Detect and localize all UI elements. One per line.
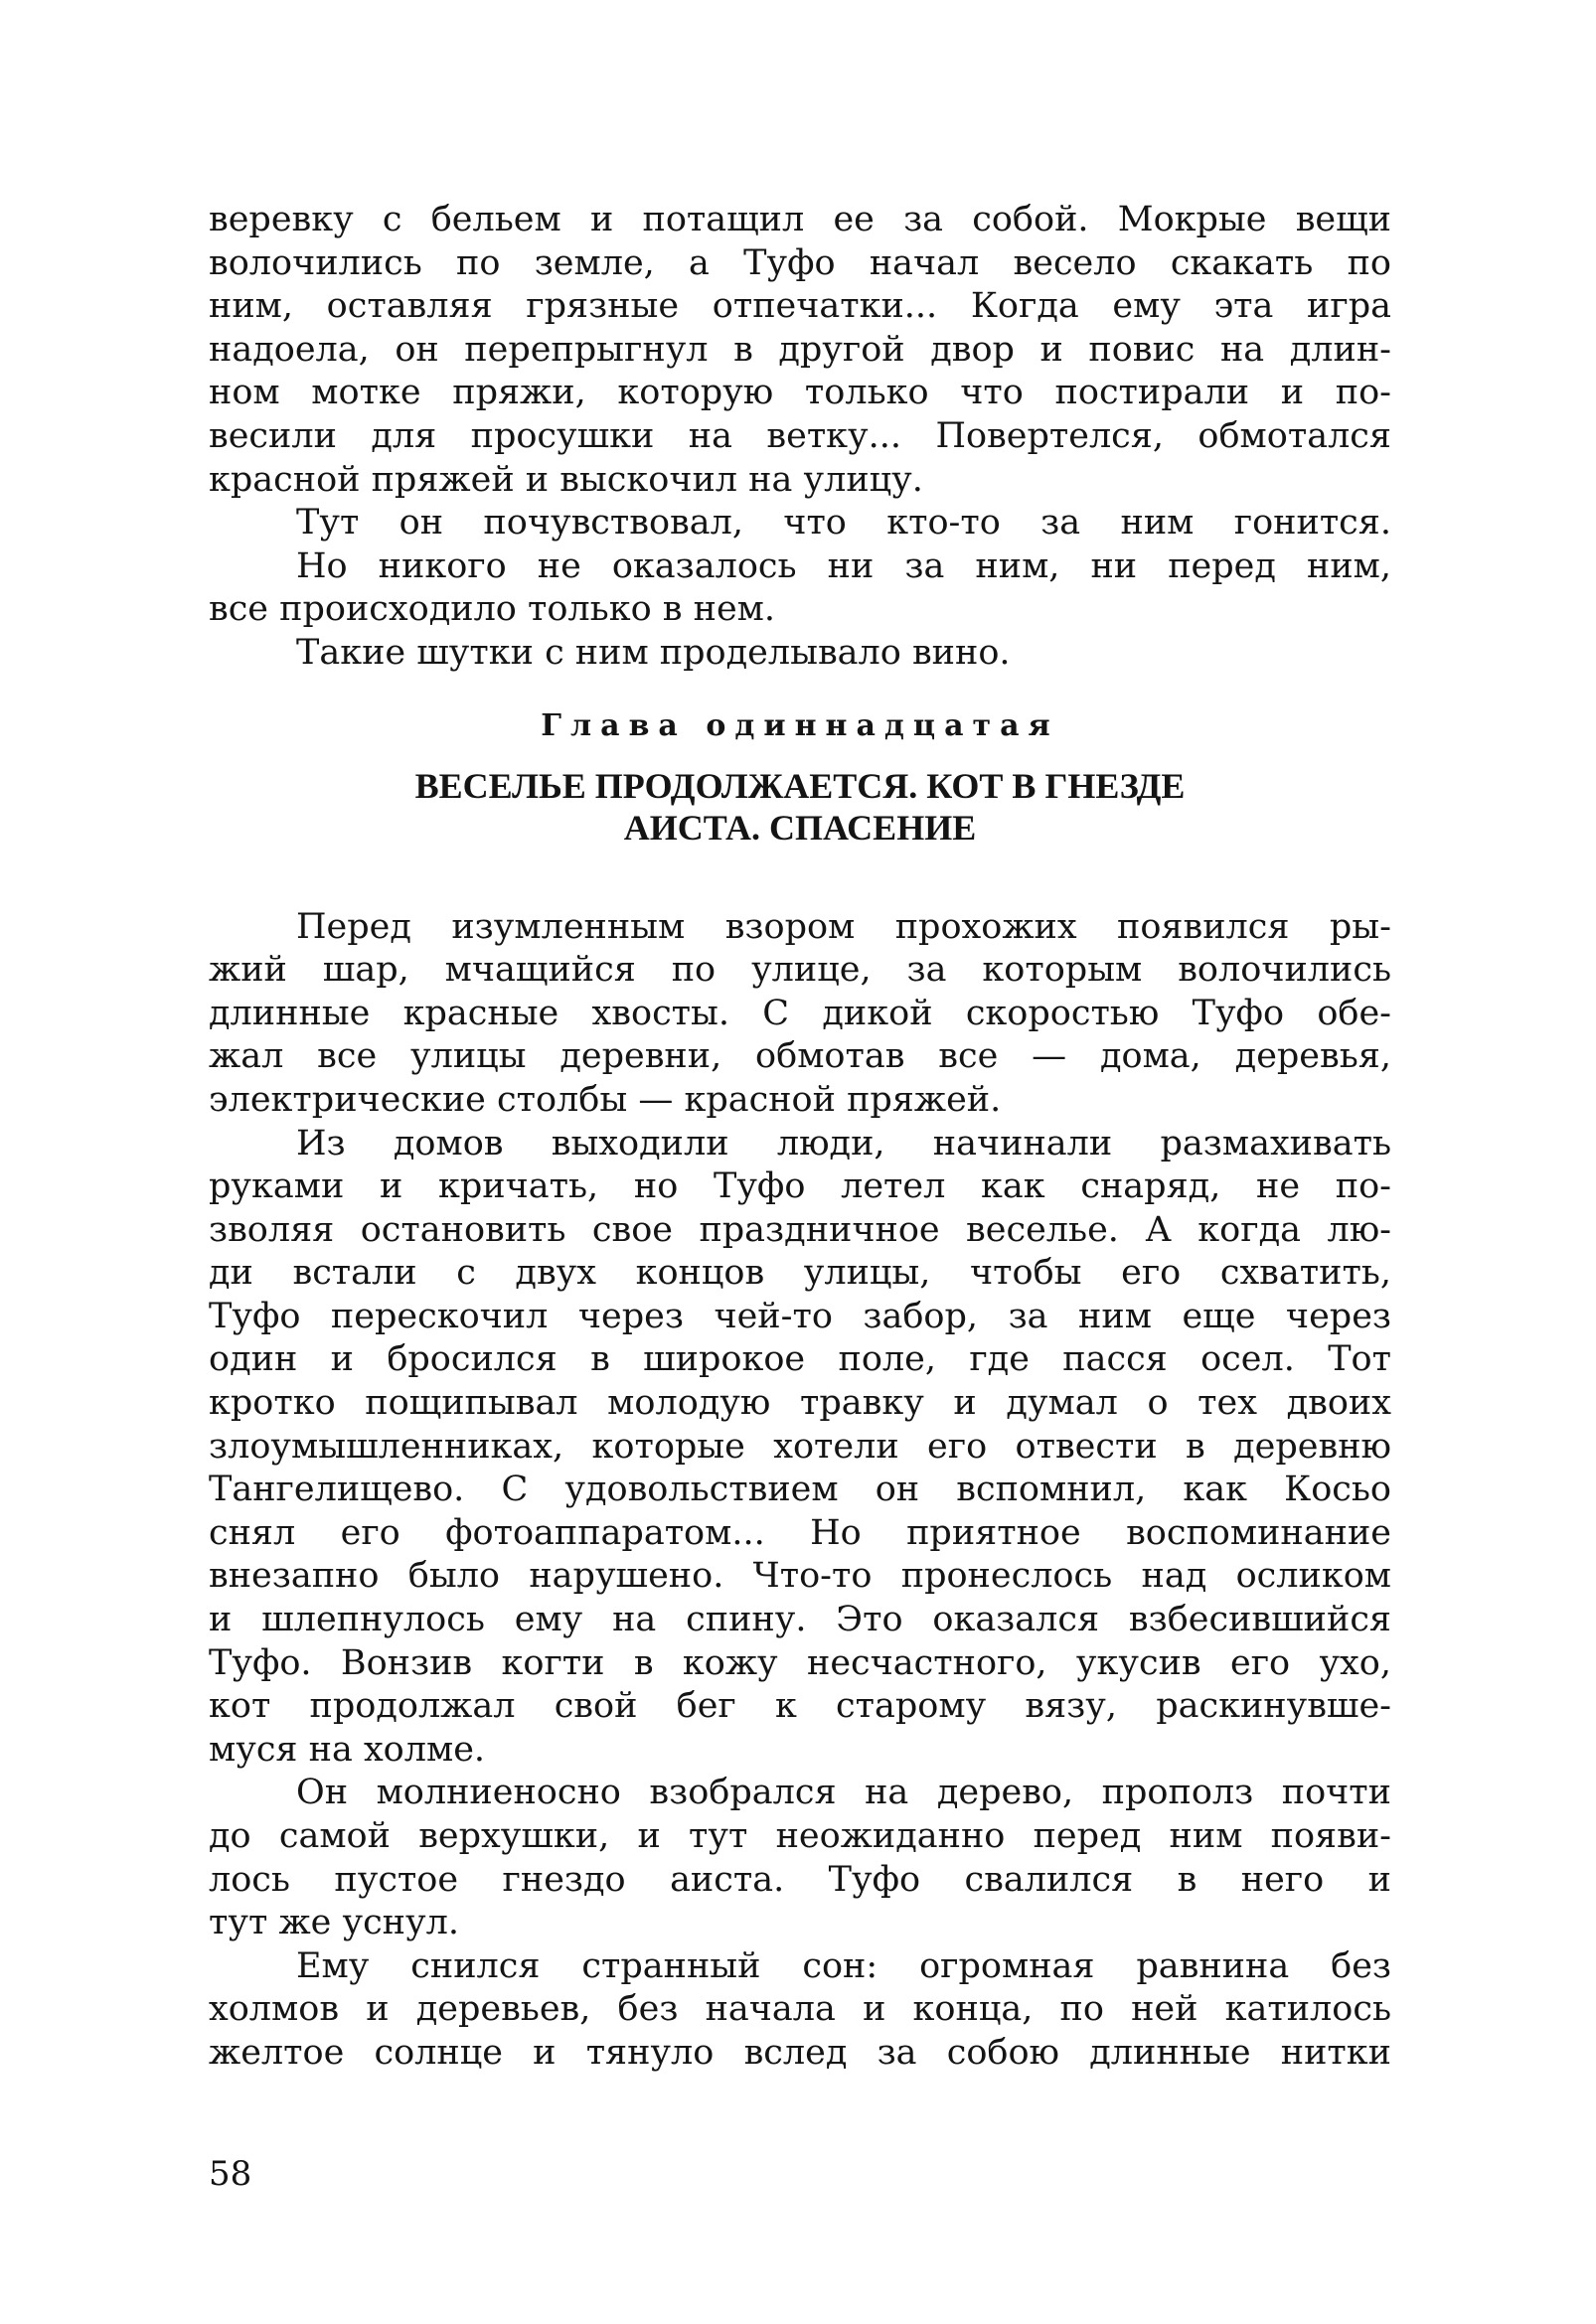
text-line: кот продолжал свой бег к старому вязу, раскинувше- [209, 1686, 1391, 1727]
text-line: снял его фотоаппаратом... Но приятное воспоминание [209, 1512, 1391, 1553]
text-line: до самой верхушки, и тут неожиданно перед ним появи- [209, 1816, 1391, 1856]
text-line: жал все улицы деревни, обмотав все — дома, деревья, [209, 1036, 1391, 1077]
text-line: жий шар, мчащийся по улице, за которым волочились [209, 950, 1391, 991]
text-line: волочились по земле, а Туфо начал весело скакать по [209, 242, 1391, 283]
text-line: руками и кричать, но Туфо летел как снаряд, не по- [209, 1166, 1391, 1207]
text-line: муся на холме. [209, 1729, 486, 1770]
text-line: злоумышленниках, которые хотели его отвести в деревню [209, 1426, 1391, 1467]
chapter-label: Глава одиннадцатая [541, 707, 1059, 743]
text-line: ним, оставляя грязные отпечатки... Когда ему эта игра [209, 286, 1391, 327]
text-line: Тут он почувствовал, что кто-то за ним гонится. [296, 503, 1391, 543]
text-line: ди встали с двух концов улицы, чтобы его схватить, [209, 1253, 1391, 1294]
spacer [209, 849, 1391, 906]
paragraph-continuation [209, 199, 1391, 502]
text-line: длинные красные хвосты. С дикой скоростью Туфо обе- [209, 993, 1391, 1033]
paragraph [209, 1772, 1391, 1944]
text-line: кротко пощипывал молодую травку и думал о тех двоих [209, 1383, 1391, 1424]
text-line: красной пряжей и выскочил на улицу. [209, 459, 923, 500]
text-line: все происходило только в нем. [209, 589, 776, 630]
text-line: Он молниеносно взобрался на дерево, прополз почти [296, 1773, 1391, 1813]
paragraph [209, 1945, 1391, 2076]
chapter-title-line: ВЕСЕЛЬЕ ПРОДОЛЖАЕТСЯ. КОТ В ГНЕЗДЕ [414, 765, 1186, 806]
chapter-title-line: АИСТА. СПАСЕНИЕ [623, 807, 977, 848]
text-line: весили для просушки на ветку... Повертелся, обмотался [209, 415, 1391, 456]
text-line: Туфо. Вонзив когти в кожу несчастного, укусив его ухо, [209, 1642, 1391, 1683]
text-line: лось пустое гнездо аиста. Туфо свалился в него и [209, 1859, 1391, 1900]
text-line: электрические столбы — красной пряжей. [209, 1079, 1002, 1120]
text-line: Такие шутки с ним проделывало вино. [296, 632, 1011, 673]
text-line: желтое солнце и тянуло вслед за собою длинные нитки [209, 2032, 1391, 2073]
text-line: ном мотке пряжи, которую только что постирали и по- [209, 373, 1391, 413]
text-line: веревку с бельем и потащил ее за собой. Мокрые вещи [209, 200, 1391, 239]
paragraph [209, 1123, 1391, 1773]
book-page [209, 199, 1391, 2076]
text-line: Туфо перескочил через чей-то забор, за ним еще через [209, 1296, 1391, 1336]
paragraph [209, 545, 1391, 632]
paragraph [209, 906, 1391, 1123]
chapter-title [209, 765, 1391, 849]
text-line: внезапно было нарушено. Что-то пронеслось над осликом [209, 1556, 1391, 1597]
text-line: Перед изумленным взором прохожих появился ры- [296, 906, 1391, 947]
text-line: зволяя остановить свое праздничное веселье. А когда лю- [209, 1209, 1391, 1250]
text-line: Тангелищево. С удовольствием он вспомнил, как Косьо [209, 1470, 1391, 1510]
text-line: Но никого не оказалось ни за ним, ни перед ним, [296, 545, 1391, 586]
text-line: холмов и деревьев, без начала и конца, по ней катилось [209, 1989, 1391, 2030]
text-line: тут же уснул. [209, 1903, 459, 1943]
text-line: Из домов выходили люди, начинали размахивать [296, 1123, 1391, 1163]
paragraph [209, 502, 1391, 545]
page-number: 58 [209, 2154, 252, 2194]
text-line: и шлепнулось ему на спину. Это оказался взбесившийся [209, 1600, 1391, 1640]
paragraph [209, 632, 1391, 676]
text-line: один и бросился в широкое поле, где пасся осел. Тот [209, 1339, 1391, 1380]
text-line: надоела, он перепрыгнул в другой двор и повис на длин- [209, 329, 1391, 370]
text-line: Ему снился странный сон: огромная равнина без [296, 1945, 1391, 1986]
